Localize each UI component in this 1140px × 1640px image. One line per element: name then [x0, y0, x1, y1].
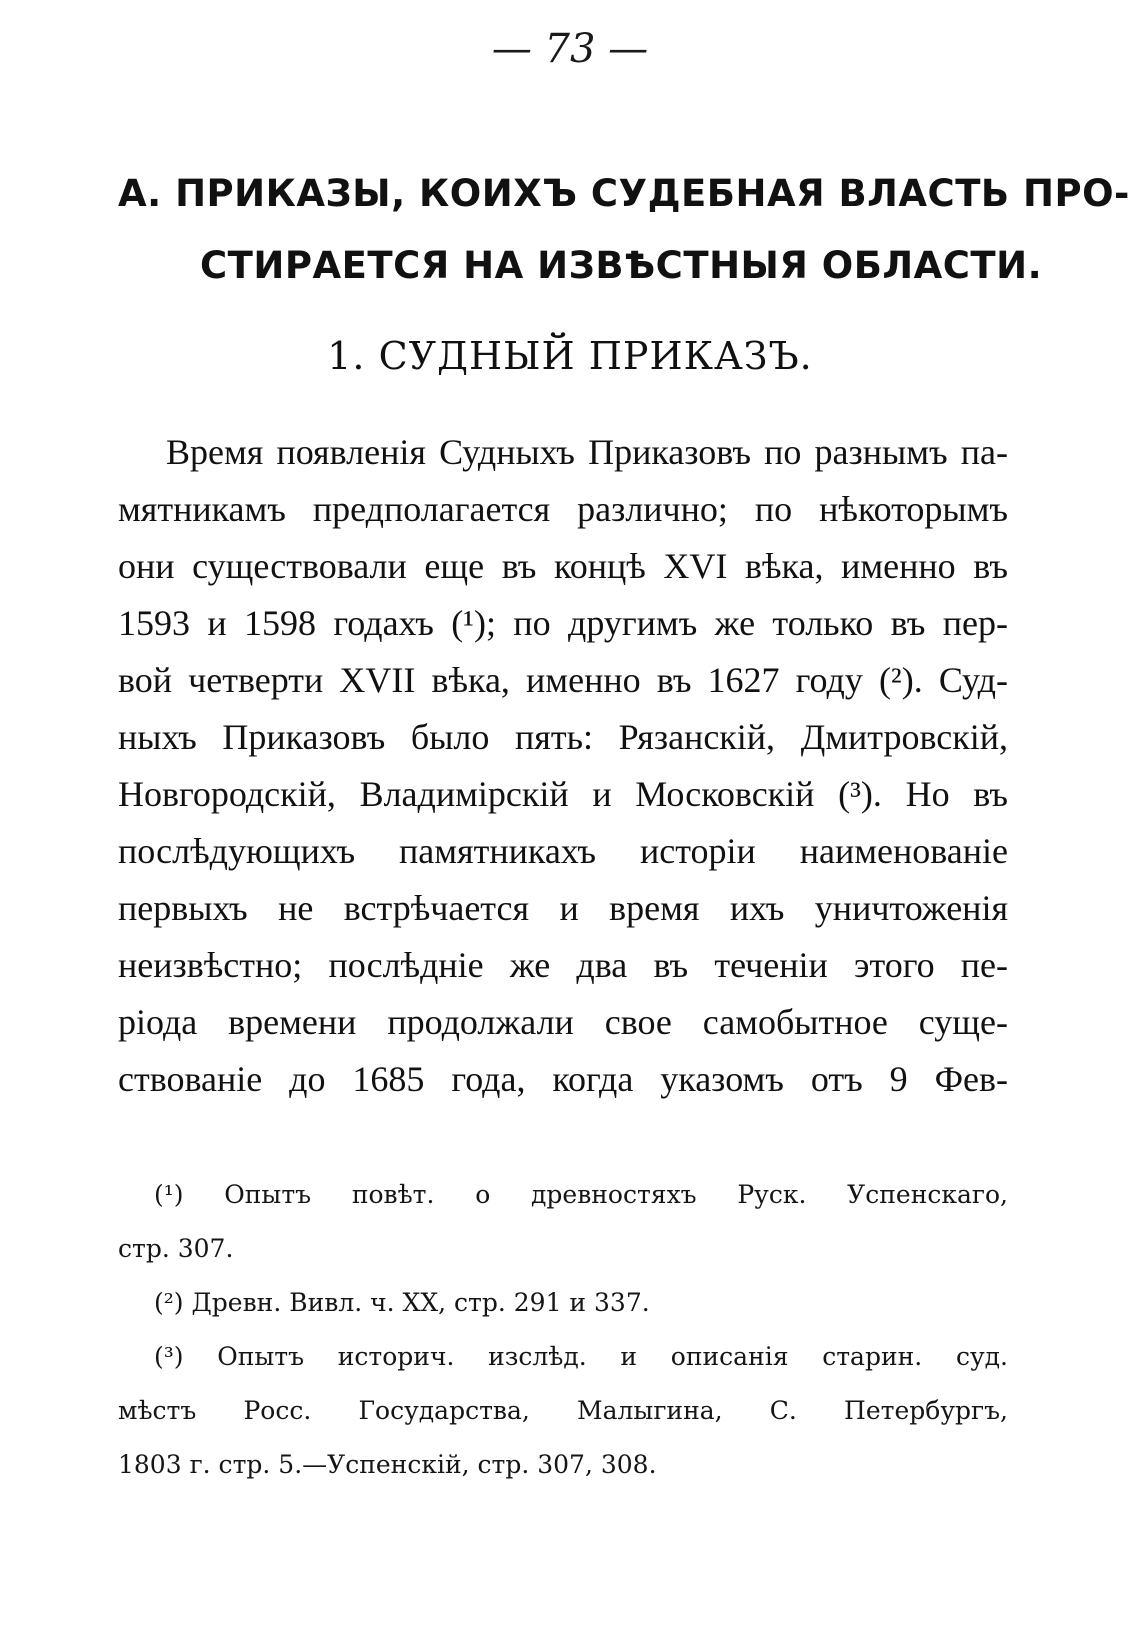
footnote-line: стр. 307. [118, 1234, 234, 1263]
text-line: ствованіе до 1685 года, когда указомъ отъ 9 Фев- [118, 1059, 1008, 1099]
text-line: ріода времени продолжали свое самобытное суще- [118, 1002, 1008, 1042]
section-heading [118, 158, 1130, 302]
footnote-line: (³) Опытъ историч. изслѣд. и описанія старин. суд. [154, 1342, 1008, 1371]
footnotes [118, 1168, 1008, 1492]
text-line: они существовали еще въ концѣ XVI вѣка, именно въ [118, 546, 1008, 586]
text-line: Новгородскій, Владимірскій и Московскій (³). Но въ [118, 774, 1008, 814]
body-paragraph [118, 424, 1008, 1108]
section-heading-line: СТИРАЕТСЯ НА ИЗВѢСТНЫЯ ОБЛАСТИ. [200, 244, 1043, 287]
text-line: Время появленія Судныхъ Приказовъ по разнымъ па- [166, 432, 1008, 472]
subsection-heading: 1. СУДНЫЙ ПРИКАЗЪ. [327, 334, 813, 378]
text-line: первыхъ не встрѣчается и время ихъ уничтоженія [118, 888, 1008, 928]
footnote-line: 1803 г. стр. 5.—Успенскій, стр. 307, 308. [118, 1450, 657, 1479]
text-line: 1593 и 1598 годахъ (¹); по другимъ же только въ пер- [118, 603, 1008, 643]
footnote-line: мѣстъ Росс. Государства, Малыгина, С. Петербургъ, [118, 1396, 1008, 1425]
footnote-line: (²) Древн. Вивл. ч. XX, стр. 291 и 337. [154, 1288, 650, 1317]
footnote-line: (¹) Опытъ повѣт. о древностяхъ Руск. Успенскаго, [154, 1180, 1008, 1209]
page-number: — 73 — [491, 26, 649, 72]
section-heading-line: А. ПРИКАЗЫ, КОИХЪ СУДЕБНАЯ ВЛАСТЬ ПРО- [118, 172, 1130, 215]
text-line: ныхъ Приказовъ было пять: Рязанскій, Дмитровскій, [118, 717, 1008, 757]
text-line: мятникамъ предполагается различно; по нѣкоторымъ [118, 489, 1008, 529]
text-line: послѣдующихъ памятникахъ исторіи наименованіе [118, 831, 1008, 871]
text-line: вой четверти XVII вѣка, именно въ 1627 году (²). Суд- [118, 660, 1008, 700]
text-line: неизвѣстно; послѣдніе же два въ теченіи этого пе- [118, 945, 1008, 985]
